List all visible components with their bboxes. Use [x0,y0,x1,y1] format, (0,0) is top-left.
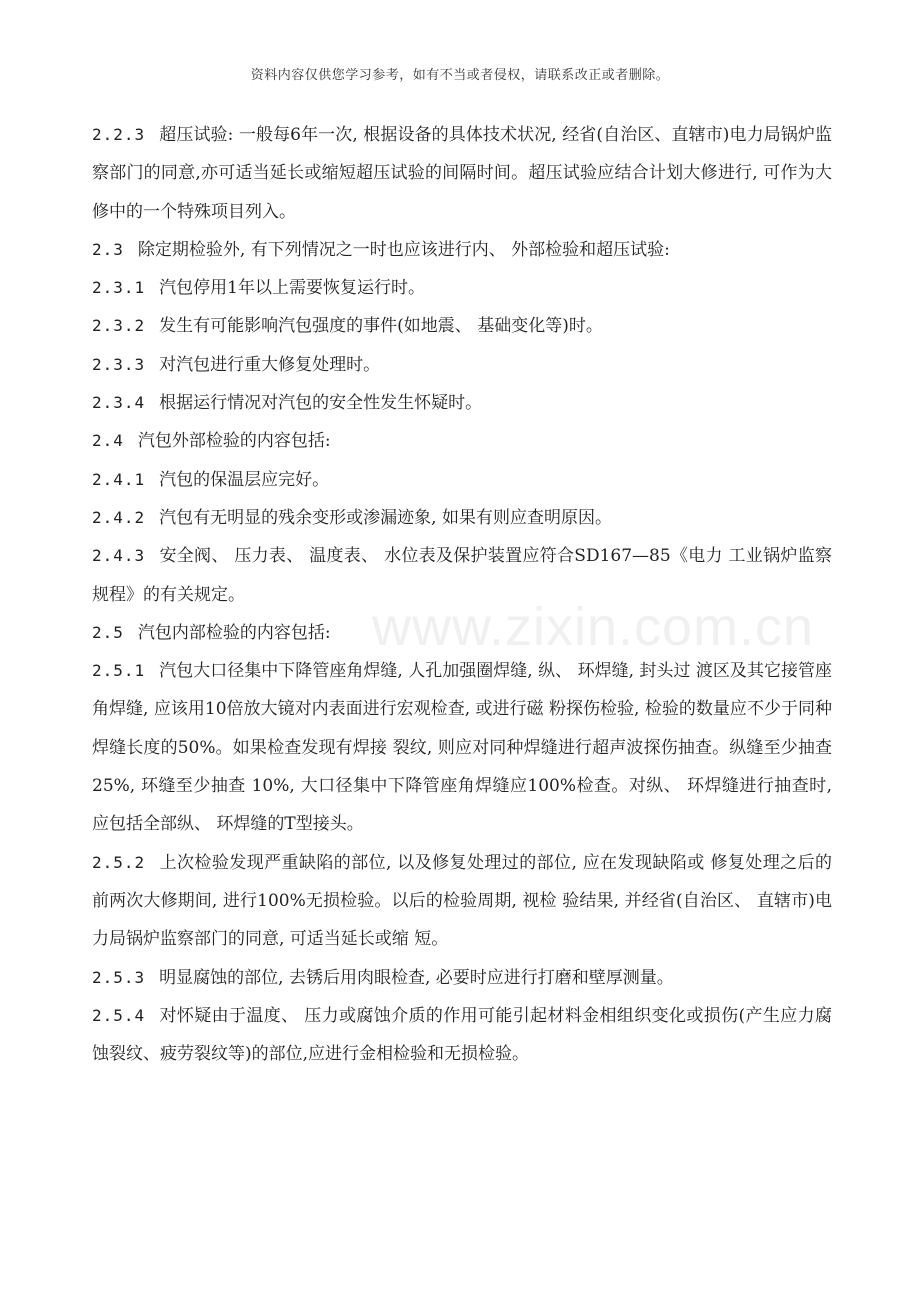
section-number: 2.5.3 [92,967,146,987]
document-body [92,116,832,1073]
paragraph-text: 超压试验: 一般每6年一次, 根据设备的具体技术状况, 经省(自治区、直辖市)电力局锅炉监察部门的同意,亦可适当延长或缩短超压试验的间隔时间。超压试验应结合计划大修进行, 可作为大修中的一个特殊项目列入。 [92,125,832,222]
paragraph-2-3-2 [92,307,832,345]
section-number: 2.2.3 [92,125,146,144]
section-number: 2.3.3 [92,354,146,374]
paragraph-2-5-3 [92,959,832,997]
paragraph-text: 除定期检验外, 有下列情况之一时也应该进行内、 外部检验和超压试验: [137,239,670,260]
paragraph-2-3-3 [92,346,832,384]
paragraph-text: 汽包外部检验的内容包括: [137,431,331,452]
paragraph-2-4-2 [92,499,832,537]
paragraph-2-3 [92,231,832,269]
section-number: 2.5 [92,622,124,642]
paragraph-text: 根据运行情况对汽包的安全性发生怀疑时。 [159,393,483,414]
header-note: 资料内容仅供您学习参考，如有不当或者侵权，请联系改正或者删除。 [250,68,670,83]
paragraph-2-4-1 [92,461,832,499]
paragraph-2-5 [92,614,832,652]
paragraph-text: 汽包有无明显的残余变形或渗漏迹象, 如果有则应查明原因。 [159,507,612,528]
paragraph-text: 汽包停用1年以上需要恢复运行时。 [159,278,425,299]
watermark: www.zixin.com.cn [372,597,815,657]
section-number: 2.5.4 [92,1005,146,1025]
paragraph-2-5-1 [92,652,832,843]
paragraph-text: 汽包的保温层应完好。 [159,469,330,490]
section-number: 2.3.1 [92,278,146,298]
paragraph-2-5-4 [92,997,832,1074]
section-number: 2.4.1 [92,469,146,489]
paragraph-2-2-3 [92,116,832,231]
paragraph-2-5-2 [92,844,832,959]
paragraph-text: 对怀疑由于温度、 压力或腐蚀介质的作用可能引起材料金相组织变化或损伤(产生应力腐蚀裂纹、疲劳裂纹等)的部位,应进行金相检验和无损检验。 [92,1005,832,1065]
section-number: 2.4.2 [92,507,146,527]
paragraph-text: 发生有可能影响汽包强度的事件(如地震、 基础变化等)时。 [159,316,603,337]
section-number: 2.4 [92,431,124,451]
section-number: 2.3.2 [92,316,146,336]
paragraph-text: 对汽包进行重大修复处理时。 [159,354,381,375]
paragraph-2-4 [92,422,832,460]
paragraph-text: 上次检验发现严重缺陷的部位, 以及修复处理过的部位, 应在发现缺陷或 修复处理之后的前两次大修期间, 进行100%无损检验。以后的检验周期, 视检 验结果, 并经省(自治区、 直辖市)电力局锅炉监察部门的同意, 可适当延长或缩 短。 [92,852,832,950]
paragraph-text: 明显腐蚀的部位, 去锈后用肉眼检查, 必要时应进行打磨和壁厚测量。 [159,967,674,988]
paragraph-text: 汽包内部检验的内容包括: [137,622,331,643]
paragraph-text: 汽包大口径集中下降管座角焊缝, 人孔加强圈焊缝, 纵、 环焊缝, 封头过 渡区及其它接管座角焊缝, 应该用10倍放大镜对内表面进行宏观检查, 或进行磁 粉探伤检验, 检验的数量应不少于同种焊缝长度的50%。如果检查发现有焊接 裂纹, 则应对同种焊缝进行超声波探伤抽查。纵缝至少抽查25%, 环缝至少抽查 10%, 大口径集中下降管座角焊缝应100%检查。对纵、 环焊缝进行抽查时, 应包括全部纵、 环焊缝的T型接头。 [92,661,832,835]
section-number: 2.4.3 [92,546,146,566]
paragraph-text: 安全阀、 压力表、 温度表、 水位表及保护装置应符合SD167—85《电力 工业锅炉监察规程》的有关规定。 [92,546,832,605]
section-number: 2.5.2 [92,852,146,872]
section-number: 2.3.4 [92,393,146,413]
paragraph-2-3-1 [92,269,832,307]
paragraph-2-3-4 [92,384,832,422]
section-number: 2.3 [92,239,124,259]
section-number: 2.5.1 [92,661,146,681]
paragraph-2-4-3 [92,537,832,614]
